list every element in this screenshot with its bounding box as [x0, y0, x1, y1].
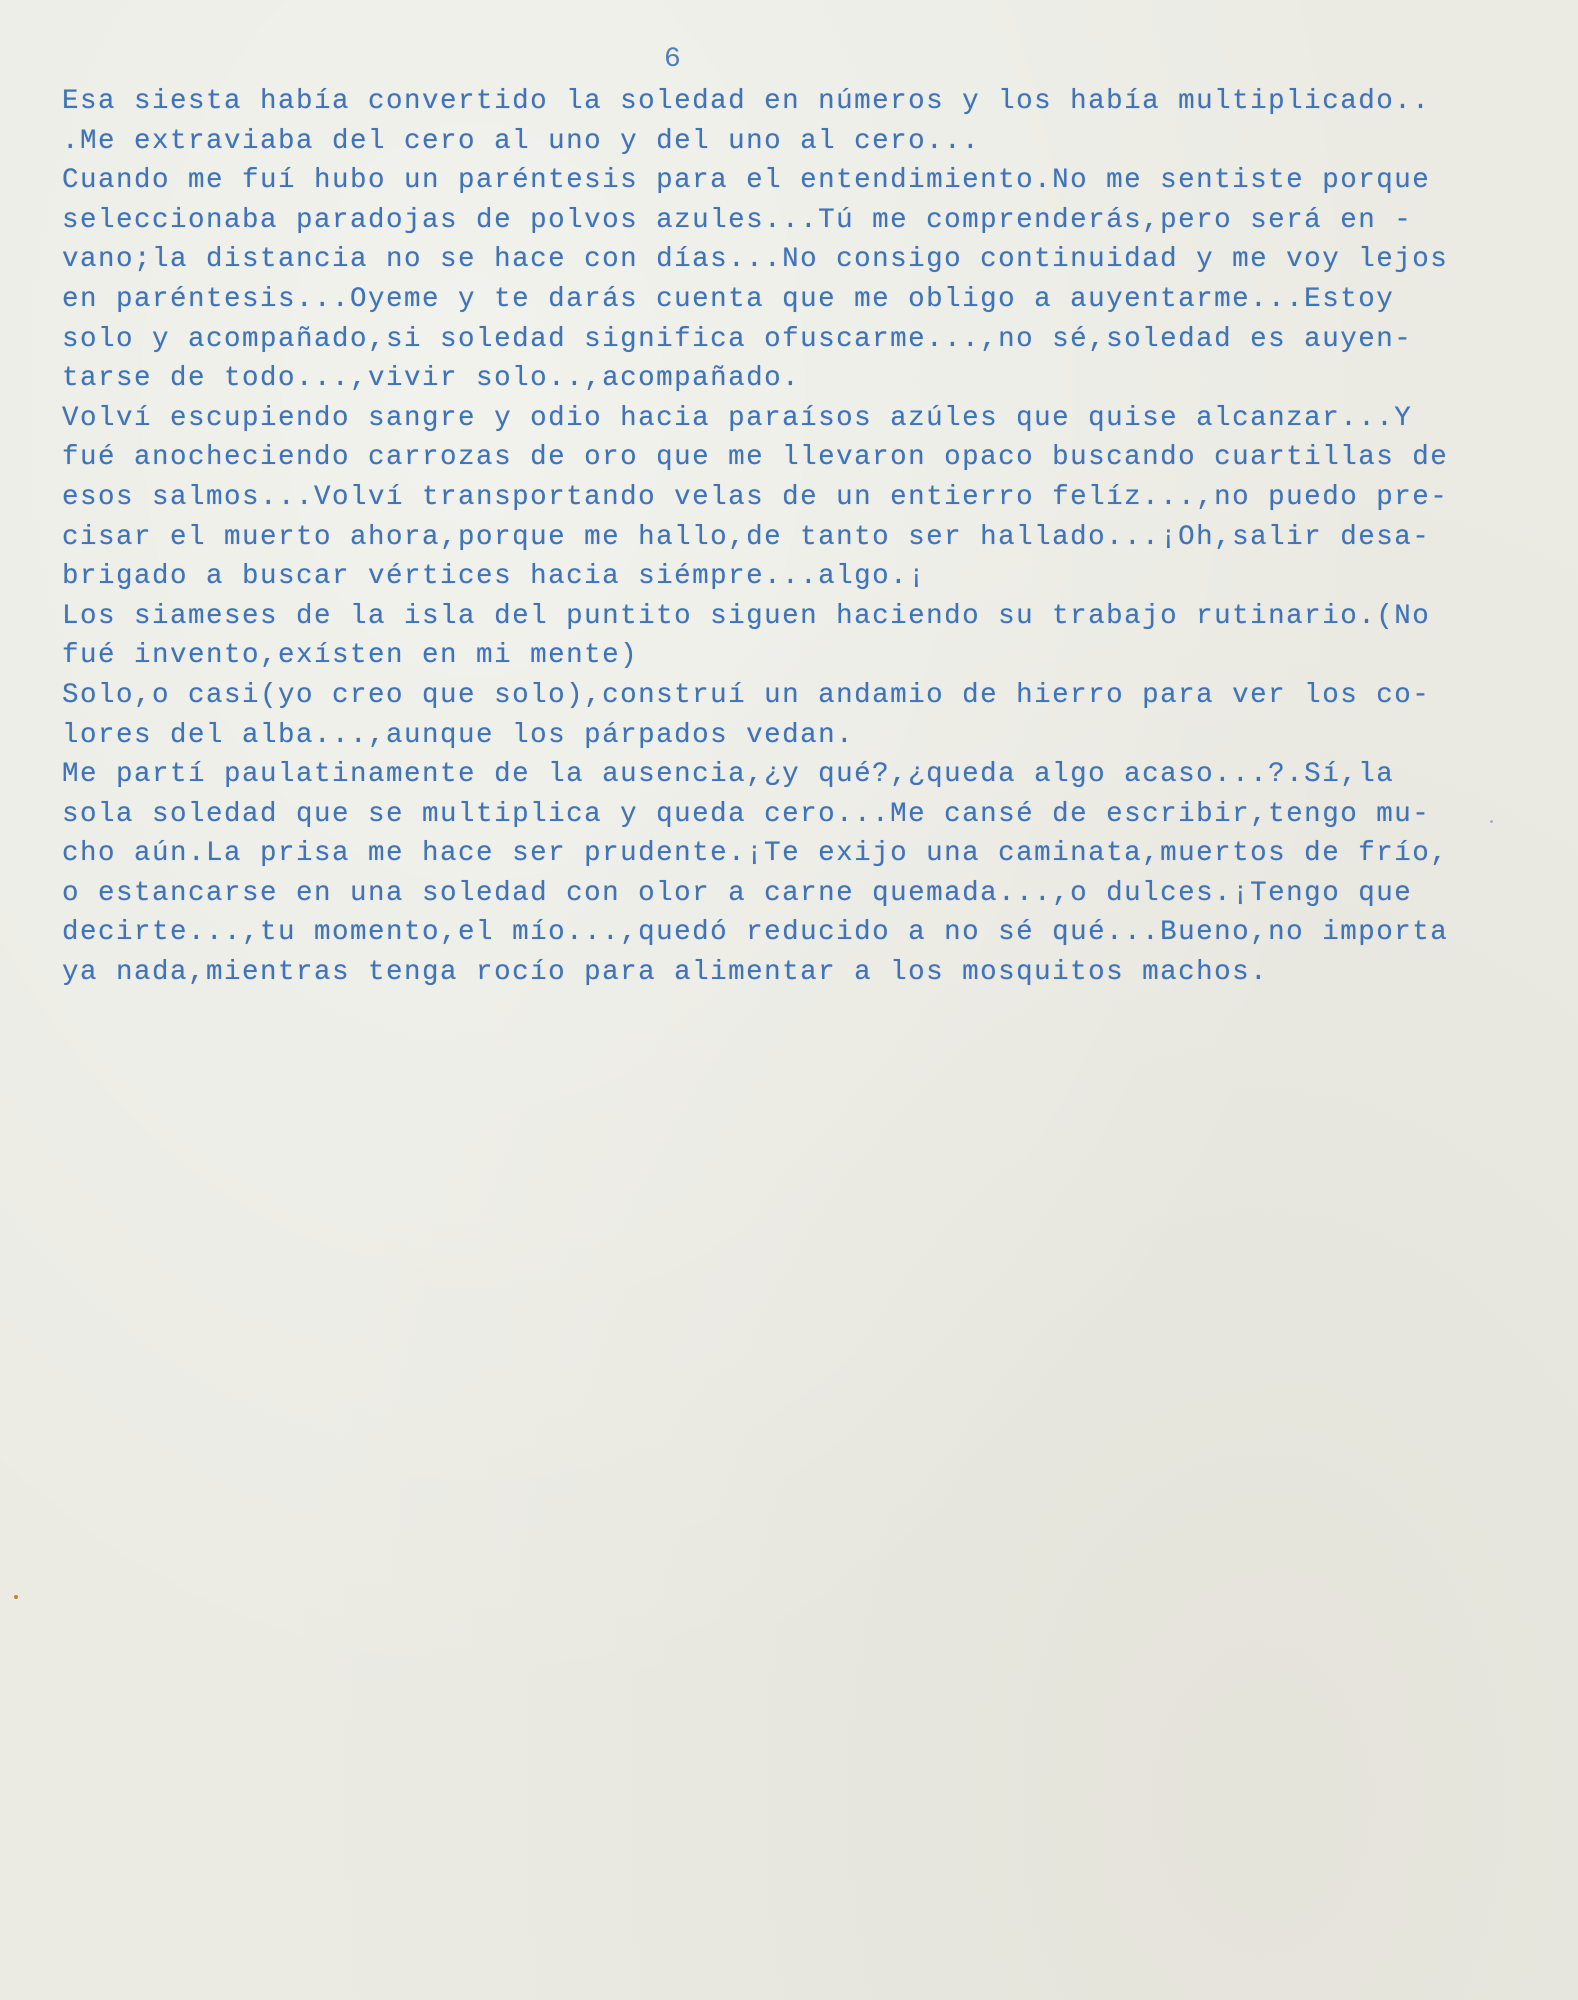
typed-text-body: [62, 82, 1532, 993]
text-line: en paréntesis...Oyeme y te darás cuenta que me obligo a auyentarme...Estoy: [62, 283, 1395, 315]
text-line: fué invento,exísten en mi mente): [62, 640, 639, 672]
paper-speck: [1490, 820, 1493, 823]
text-line: tarse de todo...,vivir solo..,acompañado.: [62, 363, 801, 395]
text-line: Me partí paulatinamente de la ausencia,¿y qué?,¿queda algo acaso...?.Sí,la: [62, 759, 1395, 791]
text-line: sola soledad que se multiplica y queda cero...Me cansé de escribir,tengo mu-: [62, 798, 1431, 830]
text-line: Solo,o casi(yo creo que solo),construí un andamio de hierro para ver los co-: [62, 679, 1431, 711]
text-line: cho aún.La prisa me hace ser prudente.¡Te exijo una caminata,muertos de frío,: [62, 838, 1449, 870]
text-line: ya nada,mientras tenga rocío para alimentar a los mosquitos machos.: [62, 957, 1269, 989]
text-line: vano;la distancia no se hace con días...No consigo continuidad y me voy lejos: [62, 244, 1449, 276]
text-line: Esa siesta había convertido la soledad en números y los había multiplicado..: [62, 86, 1431, 117]
paper-speck: [14, 1595, 18, 1599]
text-line: decirte...,tu momento,el mío...,quedó reducido a no sé qué...Bueno,no importa: [62, 917, 1449, 949]
text-line: solo y acompañado,si soledad significa ofuscarme...,no sé,soledad es auyen-: [62, 323, 1413, 355]
text-line: seleccionaba paradojas de polvos azules...Tú me comprenderás,pero será en -: [62, 204, 1413, 236]
page-number: 6: [664, 44, 682, 75]
text-line: esos salmos...Volví transportando velas de un entierro felíz...,no puedo pre-: [62, 481, 1449, 513]
text-line: cisar el muerto ahora,porque me hallo,de tanto ser hallado...¡Oh,salir desa-: [62, 521, 1431, 553]
text-line: brigado a buscar vértices hacia siémpre...algo.¡: [62, 561, 927, 593]
text-line: Volví escupiendo sangre y odio hacia paraísos azúles que quise alcanzar...Y: [62, 402, 1413, 434]
text-line: .Me extraviaba del cero al uno y del uno al cero...: [62, 125, 981, 157]
text-line: Cuando me fuí hubo un paréntesis para el entendimiento.No me sentiste porque: [62, 165, 1431, 197]
text-line: fué anocheciendo carrozas de oro que me llevaron opaco buscando cuartillas de: [62, 442, 1449, 474]
text-line: Los siameses de la isla del puntito siguen haciendo su trabajo rutinario.(No: [62, 600, 1431, 632]
text-line: lores del alba...,aunque los párpados vedan.: [62, 719, 855, 751]
text-line: o estancarse en una soledad con olor a carne quemada...,o dulces.¡Tengo que: [62, 877, 1413, 909]
